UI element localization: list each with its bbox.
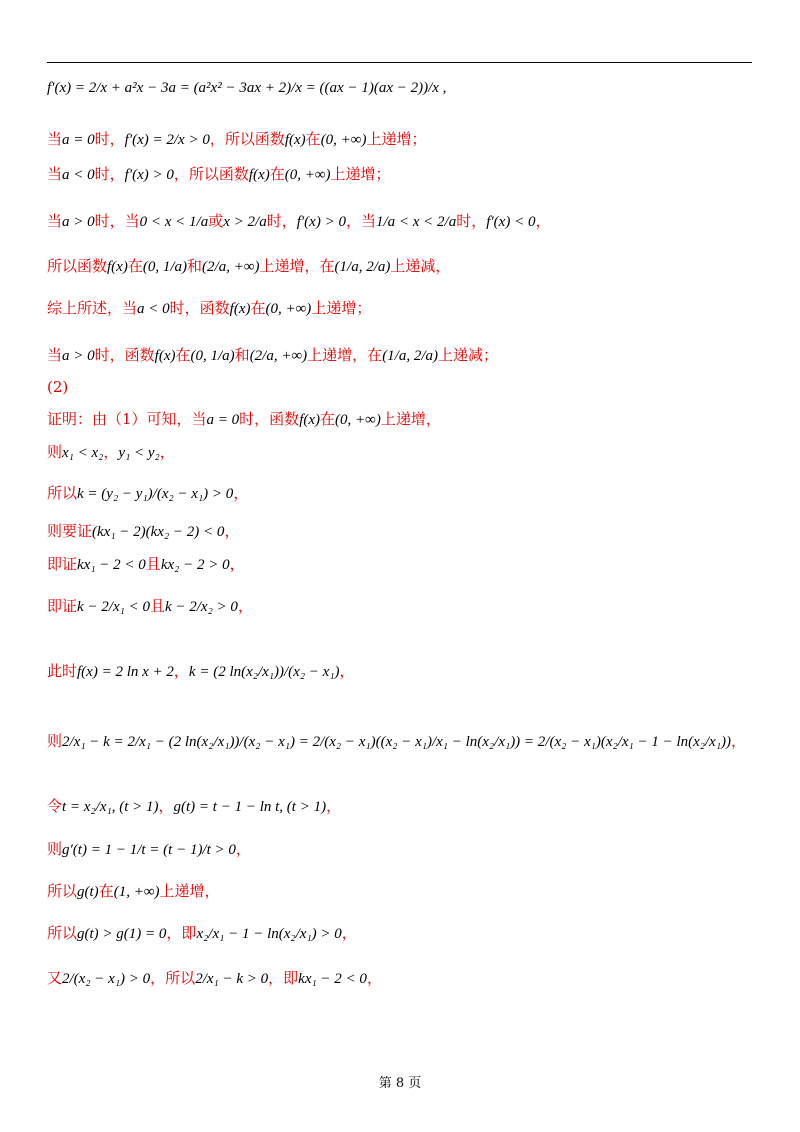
math-expression: y₁ < y₂ <box>118 445 160 461</box>
line-text: ，所以 <box>150 969 196 987</box>
solution-line <box>47 922 357 943</box>
line-text: 则 <box>47 443 63 461</box>
solution-line <box>47 838 251 859</box>
math-expression: kx₂ − 2 > 0 <box>160 557 230 573</box>
line-text: 令 <box>47 797 63 815</box>
math-expression: g(t) <box>77 884 99 900</box>
line-text: ， <box>326 797 342 815</box>
math-expression: (0, 1/a) <box>142 259 188 275</box>
line-text: 上递减； <box>438 346 499 364</box>
math-expression: (1/a, 2/a) <box>382 348 439 364</box>
line-text: 在 <box>269 165 285 183</box>
solution-line <box>47 595 253 616</box>
math-expression: a > 0 <box>62 348 95 364</box>
math-expression: f(x) <box>284 132 306 148</box>
line-text: 所以 <box>47 924 78 942</box>
line-text: 上递增， <box>380 410 441 428</box>
math-expression: f′(x) = 2/x + a²x − 3a = (a²x² − 3ax + 2)/x = ((ax − 1)(ax − 2))/x , <box>47 80 447 96</box>
line-text: 所以 <box>47 484 78 502</box>
line-text: ， <box>237 597 253 615</box>
line-text: 上递减， <box>390 257 451 275</box>
line-text: 当 <box>47 130 63 148</box>
solution-line <box>47 730 746 751</box>
line-text: ， <box>341 924 357 942</box>
line-text: ， <box>233 484 249 502</box>
solution-line <box>47 795 341 816</box>
line-text: 在 <box>175 346 191 364</box>
math-expression: x > 2/a <box>223 214 267 230</box>
math-expression: a = 0 <box>206 412 240 428</box>
math-expression: x₂/x₁ − 1 − ln(x₂/x₁) > 0 <box>196 926 342 942</box>
line-text: 综上所述，当 <box>47 299 138 317</box>
line-text: 在 <box>305 130 321 148</box>
line-text: ， <box>158 797 174 815</box>
solution-line <box>47 880 220 901</box>
line-text: ， <box>159 443 175 461</box>
solution-line <box>47 128 427 149</box>
math-expression: f(x) <box>154 348 176 364</box>
solution-line <box>47 344 498 365</box>
line-text: ， <box>229 555 245 573</box>
page-footer: 第 8 页 <box>378 1076 422 1091</box>
math-expression: f(x) <box>299 412 321 428</box>
line-text: 时，函数 <box>239 410 300 428</box>
line-text: ， <box>224 522 240 540</box>
header-rule <box>47 62 752 63</box>
solution-line <box>47 482 248 503</box>
line-text: ， <box>366 969 382 987</box>
math-expression: g(t) = t − 1 − ln t, (t > 1) <box>173 799 327 815</box>
line-text: 上递增； <box>366 130 427 148</box>
math-expression: f′(x) > 0 <box>124 167 174 183</box>
line-text: ，即 <box>166 924 197 942</box>
line-text: 在 <box>98 882 114 900</box>
math-expression: k = (2 ln(x₂/x₁))/(x₂ − x₁) <box>188 664 340 680</box>
math-expression: (0, +∞) <box>320 132 367 148</box>
line-text: 时， <box>94 130 125 148</box>
line-text: 时，函数 <box>169 299 230 317</box>
solution-line <box>47 255 450 276</box>
line-text: ，所以函数 <box>209 130 285 148</box>
line-text: 上递增， <box>159 882 220 900</box>
solution-line <box>47 210 550 231</box>
math-expression: (2/a, +∞) <box>249 348 308 364</box>
line-text: 时， <box>94 165 125 183</box>
line-text: 上递增； <box>311 299 372 317</box>
math-expression: 2/x₁ − k = 2/x₁ − (2 ln(x₂/x₁))/(x₂ − x₁) = 2/(x₂ − x₁)((x₂ − x₁)/x₁ − ln(x₂/x₁)) = 2/(x₂ − x₁)(x₂/x₁ − 1 − ln(x₂/x₁)) <box>62 734 732 750</box>
solution-line <box>47 441 175 462</box>
line-text: ， <box>339 662 355 680</box>
line-text: 上递增，在 <box>259 257 335 275</box>
math-expression: (1/a, 2/a) <box>334 259 391 275</box>
math-expression: k = (y₂ − y₁)/(x₂ − x₁) > 0 <box>77 486 234 502</box>
line-text: 所以函数 <box>47 257 108 275</box>
math-expression: f(x) <box>107 259 128 275</box>
line-text: 则 <box>47 840 63 858</box>
math-expression: a < 0 <box>137 301 170 317</box>
line-text: 和 <box>187 257 203 275</box>
line-text: 则 <box>47 732 63 750</box>
math-expression: kx₁ − 2 < 0 <box>77 557 146 573</box>
math-expression: (2/a, +∞) <box>202 259 260 275</box>
math-expression: (0, 1/a) <box>190 348 235 364</box>
math-expression: x₁ < x₂ <box>62 445 104 461</box>
line-text: 即证 <box>47 555 78 573</box>
solution-line <box>47 408 441 429</box>
math-expression: 2/(x₂ − x₁) > 0 <box>62 971 151 987</box>
line-text: 在 <box>127 257 143 275</box>
math-expression: kx₁ − 2 < 0 <box>298 971 367 987</box>
math-expression: (0, +∞) <box>335 412 381 428</box>
line-text: 此时 <box>47 662 78 680</box>
solution-line <box>47 660 355 681</box>
line-text: ， <box>235 840 251 858</box>
solution-line <box>47 967 382 988</box>
line-text: 又 <box>47 969 63 987</box>
line-text: 上递增； <box>330 165 391 183</box>
math-expression: f(x) <box>248 167 270 183</box>
math-expression: f(x) <box>229 301 251 317</box>
math-expression: k − 2/x₁ < 0 <box>77 599 150 615</box>
math-expression: k − 2/x₂ > 0 <box>164 599 238 615</box>
math-expression: g′(t) = 1 − 1/t = (t − 1)/t > 0 <box>62 842 236 858</box>
solution-line <box>47 553 245 574</box>
line-text: 且 <box>149 597 165 615</box>
line-text: 上递增，在 <box>307 346 383 364</box>
line-text: 即证 <box>47 597 78 615</box>
line-text: 或 <box>208 212 224 230</box>
line-text: ， <box>535 212 551 230</box>
math-expression: f′(x) > 0 <box>296 214 346 230</box>
math-expression: (1, +∞) <box>113 884 160 900</box>
line-text: 且 <box>145 555 161 573</box>
line-text: (2) <box>47 378 69 396</box>
line-text: ，所以函数 <box>173 165 249 183</box>
solution-line <box>47 378 68 396</box>
line-text: 时，函数 <box>94 346 155 364</box>
solution-line <box>47 163 391 184</box>
math-expression: (0, +∞) <box>284 167 331 183</box>
line-text: 和 <box>234 346 250 364</box>
math-expression: a > 0 <box>62 214 95 230</box>
line-text: 证明：由（1）可知，当 <box>47 410 207 428</box>
line-text: ，当 <box>345 212 376 230</box>
line-text: 时， <box>266 212 297 230</box>
line-text: 时，当 <box>94 212 140 230</box>
math-expression: t = x₂/x₁, (t > 1) <box>62 799 159 815</box>
line-text: 在 <box>320 410 336 428</box>
math-expression: 2/x₁ − k > 0 <box>195 971 269 987</box>
line-text: 当 <box>47 165 63 183</box>
line-text: 则要证 <box>47 522 93 540</box>
math-expression: 0 < x < 1/a <box>139 214 209 230</box>
line-text: 在 <box>250 299 266 317</box>
line-text: 当 <box>47 346 63 364</box>
solution-line <box>47 78 446 97</box>
solution-line <box>47 297 371 318</box>
line-text: ， <box>731 732 747 750</box>
line-text: ， <box>173 662 189 680</box>
line-text: 所以 <box>47 882 78 900</box>
line-text: ， <box>103 443 119 461</box>
line-text: 当 <box>47 212 63 230</box>
math-expression: g(t) > g(1) = 0 <box>77 926 167 942</box>
line-text: 时， <box>456 212 487 230</box>
math-expression: f(x) = 2 ln x + 2 <box>77 664 174 680</box>
math-expression: a = 0 <box>62 132 95 148</box>
math-expression: f′(x) = 2/x > 0 <box>124 132 210 148</box>
math-expression: 1/a < x < 2/a <box>375 214 457 230</box>
solution-line <box>47 520 239 541</box>
math-expression: f′(x) < 0 <box>486 214 536 230</box>
math-expression: (0, +∞) <box>265 301 312 317</box>
math-expression: (kx₁ − 2)(kx₂ − 2) < 0 <box>92 524 225 540</box>
math-expression: a < 0 <box>62 167 95 183</box>
line-text: ，即 <box>268 969 299 987</box>
